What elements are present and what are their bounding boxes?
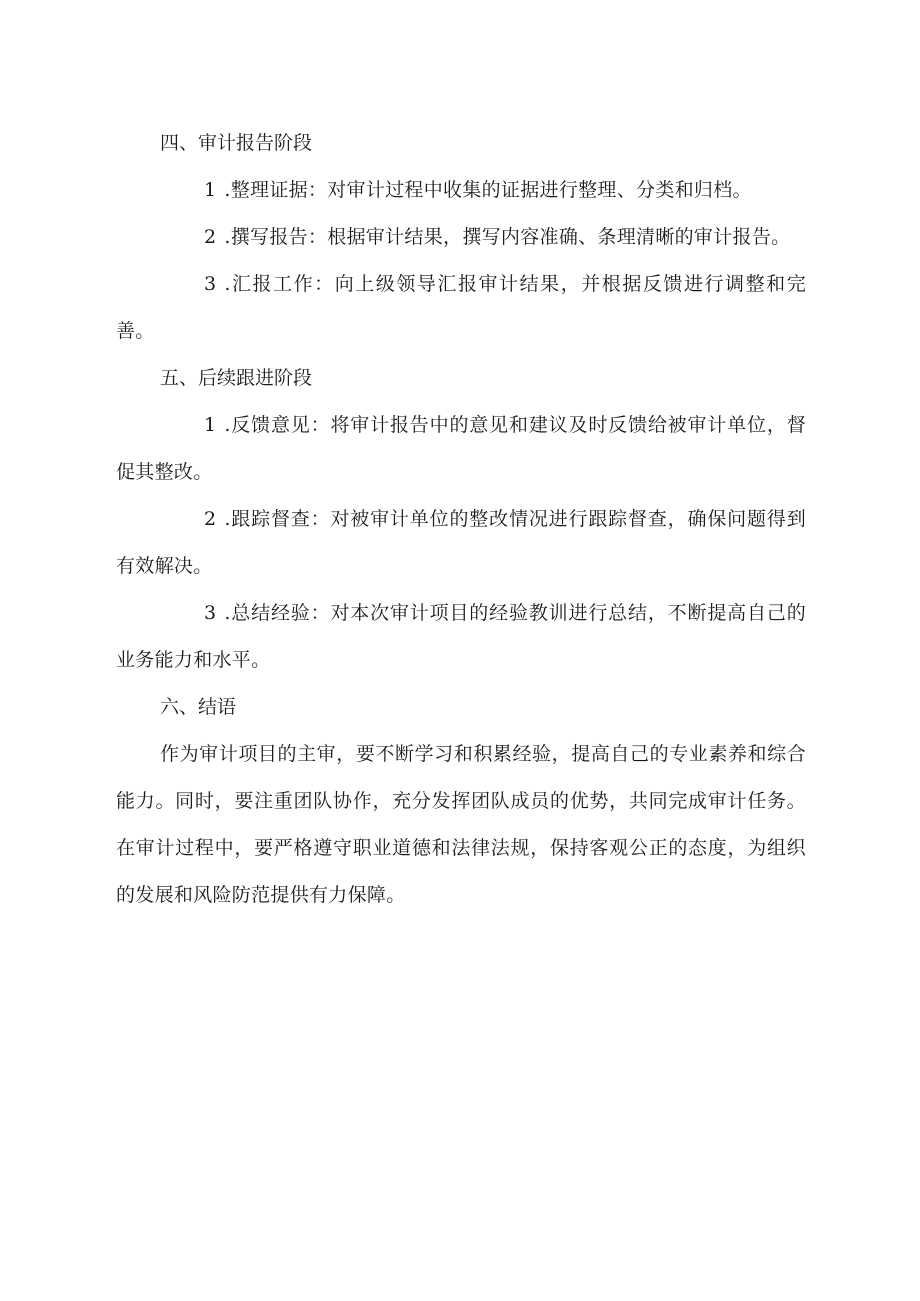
item-text: .跟踪督查：对被审计单位的整改情况进行跟踪督查，确保问题得到有效解决。 [116, 508, 806, 577]
item-number: 2 [204, 508, 217, 530]
item-text: .整理证据：对审计过程中收集的证据进行整理、分类和归档。 [224, 179, 752, 201]
list-item [116, 214, 806, 261]
item-text: .总结经验：对本次审计项目的经验教训进行总结，不断提高自己的业务能力和水平。 [116, 602, 806, 671]
list-item [116, 167, 806, 214]
item-number: 3 [204, 602, 217, 624]
item-number: 1 [204, 414, 217, 436]
item-text: .反馈意见：将审计报告中的意见和建议及时反馈给被审计单位，督促其整改。 [116, 414, 806, 483]
list-item [116, 590, 806, 684]
item-number: 2 [204, 226, 217, 248]
list-item [116, 496, 806, 590]
item-text: .汇报工作：向上级领导汇报审计结果，并根据反馈进行调整和完善。 [116, 273, 806, 342]
item-number: 3 [204, 273, 217, 295]
item-number: 1 [204, 179, 217, 201]
list-item [116, 261, 806, 355]
document-body [116, 120, 806, 919]
list-item [116, 402, 806, 496]
section-heading-conclusion: 六、结语 [160, 696, 237, 718]
item-text: .撰写报告：根据审计结果，撰写内容准确、条理清晰的审计报告。 [224, 226, 791, 248]
conclusion-paragraph: 作为审计项目的主审，要不断学习和积累经验，提高自己的专业素养和综合能力。同时，要注重团队协作，充分发挥团队成员的优势，共同完成审计任务。在审计过程中，要严格遵守职业道德和法律法规，保持客观公正的态度，为组织的发展和风险防范提供有力保障。 [116, 743, 806, 906]
section-heading-follow-up: 五、后续跟进阶段 [160, 367, 313, 389]
section-heading-audit-report: 四、审计报告阶段 [160, 132, 313, 154]
